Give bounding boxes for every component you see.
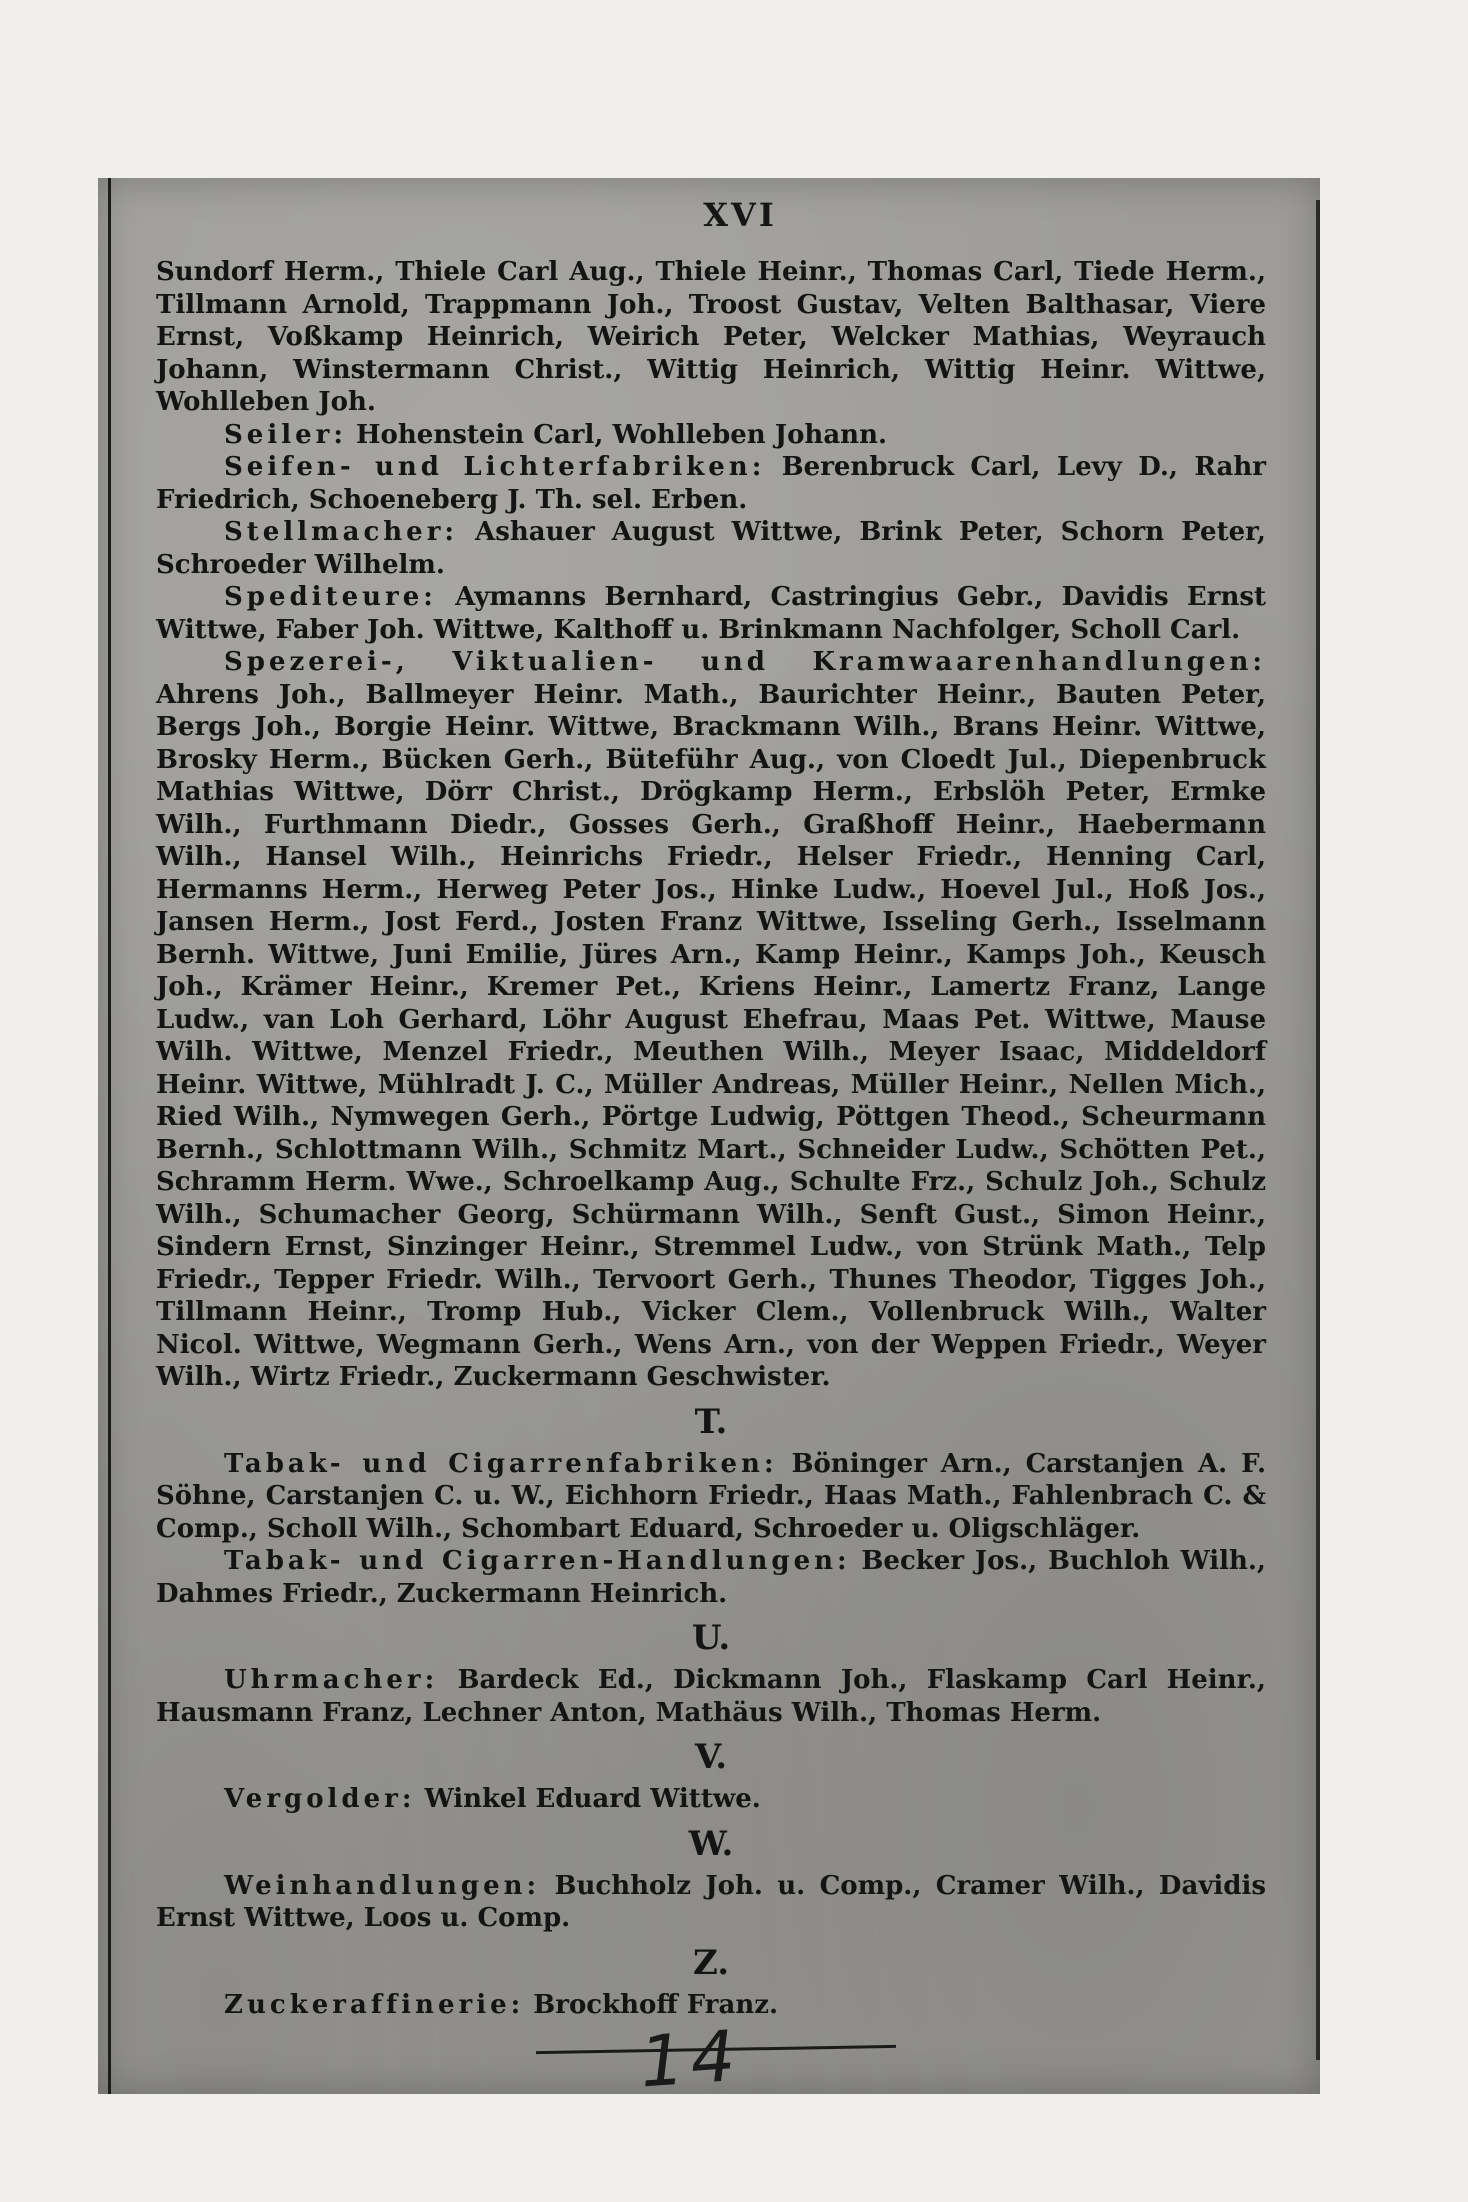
intro-paragraph: Sundorf Herm., Thiele Carl Aug., Thiele Heinr., Thomas Carl, Tiede Herm., Tillmann Arnold, Trappmann Joh., Troost Gustav, Velten Balthasar, Viere Ernst, Voßkamp Heinrich, Weirich Peter, Welcker Mathias, Weyrauch Johann, Winstermann Christ., Wittig Heinrich, Wittig Heinr. Wittwe, Wohlleben Joh. [156,257,1266,417]
entry-names: Ahrens Joh., Ballmeyer Heinr. Math., Baurichter Heinr., Bauten Peter, Bergs Joh., Borgie Heinr. Wittwe, Brackmann Wilh., Brans Heinr. Wittwe, Brosky Herm., Bücken Gerh., Büteführ Aug., von Cloedt Jul., Diepenbruck Mathias Wittwe, Dörr Christ., Drögkamp Herm., Erbslöh Peter, Ermke Wilh., Furthmann Diedr., Gosses Gerh., Graßhoff Heinr., Haebermann Wilh., Hansel Wilh., Heinrichs Friedr., Helser Friedr., Henning Carl, Hermanns Herm., Herweg Peter Jos., Hinke Ludw., Hoevel Jul., Hoß Jos., Jansen Herm., Jost Ferd., Josten Franz Wittwe, Isseling Gerh., Isselmann Bernh. Wittwe, Juni Emilie, Jüres Arn., Kamp Heinr., Kamps Joh., Keusch Joh., Krämer Heinr., Kremer Pet., Kriens Heinr., Lamertz Franz, Lange Ludw., van Loh Gerhard, Löhr August Ehefrau, Maas Pet. Wittwe, Mause Wilh. Wittwe, Menzel Friedr., Meuthen Wilh., Meyer Isaac, Middeldorf Heinr. Wittwe, Mühlradt J. C., Müller Andreas, Müller Heinr., Nellen Mich., Ried Wilh., Nymwegen Gerh., Pörtge Ludwig, Pöttgen Theod., Scheurmann Bernh., Schlottmann Wilh., Schmitz Mart., Schneider Ludw., Schötten Pet., Schramm Herm. Wwe., Schroelkamp Aug., Schulte Frz., Schulz Joh., Schulz Wilh., Schumacher Georg, Schürmann Wilh., Senft Gust., Simon Heinr., Sindern Ernst, Sinzinger Heinr., Stremmel Ludw., von Strünk Math., Telp Friedr., Tepper Friedr. Wilh., Tervoort Gerh., Thunes Theodor, Tigges Joh., Tillmann Heinr., Tromp Hub., Vicker Clem., Vollenbruck Wilh., Walter Nicol. Wittwe, Wegmann Gerh., Wens Arn., von der Weppen Friedr., Weyer Wilh., Wirtz Friedr., Zuckermann Geschwister. [156,679,1266,1392]
entry-uhrmacher [156,1664,1266,1729]
entry-weinhandlungen [156,1870,1266,1935]
entry-label: Uhrmacher: [224,1665,439,1695]
entry-names: Brockhoff Franz. [524,1989,779,2020]
entry-names: Bardeck Ed., Dickmann Joh., Flaskamp Carl Heinr., Hausmann Franz, Lechner Anton, Mathäus Wilh., Thomas Herm. [156,1665,1266,1728]
entry-label: Tabak- und Cigarren-Handlungen: [224,1546,851,1576]
entry-tabak-fabriken [156,1448,1266,1546]
entry-label: Zuckeraffinerie: [224,1989,525,2020]
entry-tabak-handlungen [156,1545,1266,1610]
handwritten-page-annotation: 14 [637,2014,744,2104]
entry-names: Böninger Arn., Carstanjen A. F. Söhne, Carstanjen C. u. W., Eichhorn Friedr., Haas Math., Fahlenbrach C. & Comp., Scholl Wilh., Schombart Eduard, Schroeder u. Oligschläger. [156,1448,1266,1544]
entry-spezerei [156,646,1266,1394]
entry-label: Weinhandlungen: [224,1870,541,1901]
entry-label: Spediteure: [224,582,437,612]
entry-names: Winkel Eduard Wittwe. [415,1784,761,1814]
section-heading-z: Z. [692,1942,730,1983]
entry-names: Ashauer August Wittwe, Brink Peter, Schorn Peter, Schroeder Wilhelm. [156,517,1266,580]
page-number: XVI [703,196,777,234]
section-heading-w: W. [688,1823,734,1864]
page-left-edge [108,178,111,2094]
entry-names: Berenbruck Carl, Levy D., Rahr Friedrich, Schoeneberg J. Th. sel. Erben. [156,452,1266,515]
page-right-edge [1316,200,1320,2060]
entry-names: Buchholz Joh. u. Comp., Cramer Wilh., Davidis Ernst Wittwe, Loos u. Comp. [156,1870,1266,1933]
entry-seifen [156,451,1266,516]
entry-label: Vergolder: [224,1784,416,1814]
entry-seiler [156,419,1266,452]
entry-vergolder [156,1783,1266,1816]
entry-names: Becker Jos., Buchloh Wilh., Dahmes Friedr., Zuckermann Heinrich. [156,1546,1266,1609]
entry-label: Seiler: [224,419,347,450]
entry-label: Seifen- und Lichterfabriken: [224,452,766,482]
entry-names: Aymanns Bernhard, Castringius Gebr., Davidis Ernst Wittwe, Faber Joh. Wittwe, Kalthoff u. Brinkmann Nachfolger, Scholl Carl. [156,582,1266,645]
section-heading-v: V. [694,1737,728,1777]
entry-label: Tabak- und Cigarrenfabriken: [224,1448,778,1479]
entry-names: Hohenstein Carl, Wohlleben Johann. [346,419,888,450]
directory-text [156,256,1266,2021]
section-heading-u: U. [691,1618,731,1658]
entry-label: Spezerei-, Viktualien- und Kramwaarenhandlungen: [224,647,1266,677]
entry-stellmacher [156,516,1266,581]
entry-label: Stellmacher: [224,517,459,547]
section-heading-t: T. [694,1401,728,1442]
entry-spediteure [156,581,1266,646]
